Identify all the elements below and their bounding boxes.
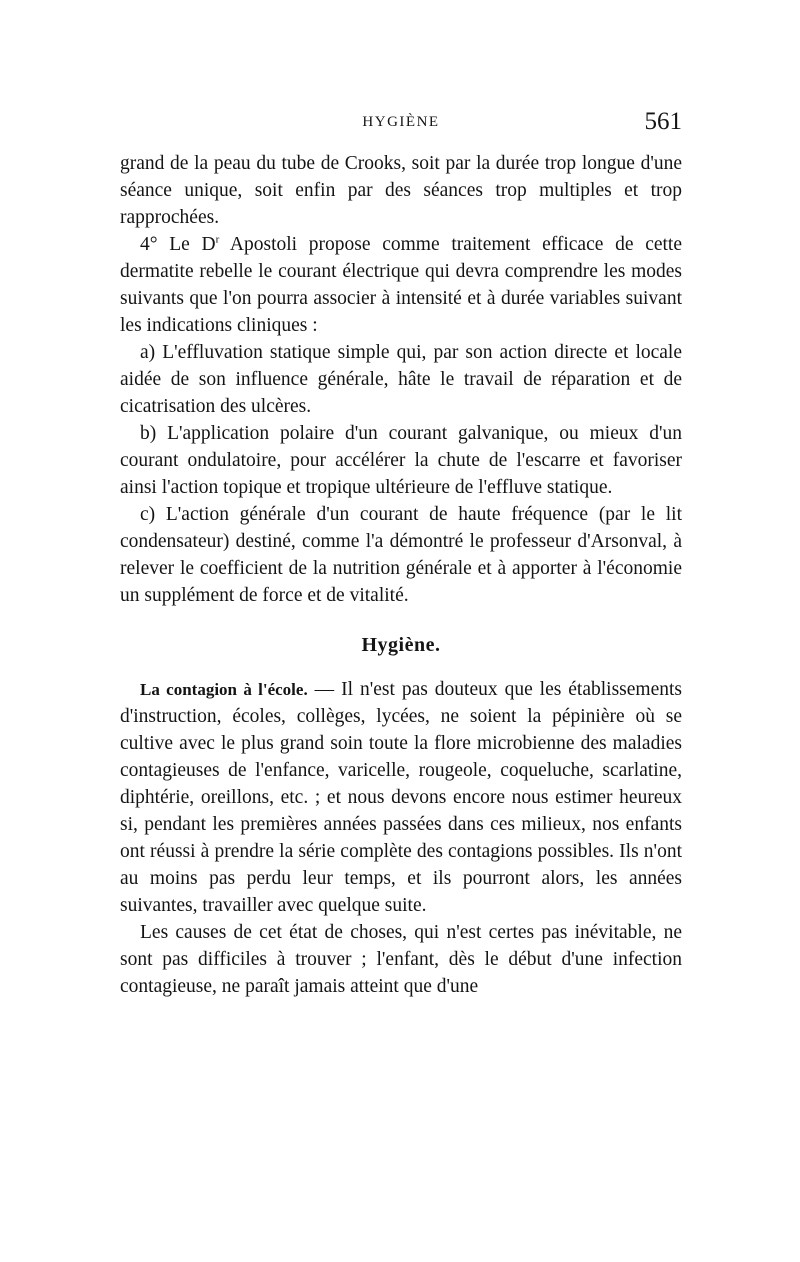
section-heading: Hygiène. xyxy=(361,634,441,656)
paragraph-apostoli-rest: Apostoli propose comme traitement efficace de cette dermatite rebelle le courant électrique qui devra comprendre les modes suivants que l'on pourra associer à intensité et à durée variables suivant les indications cliniques : xyxy=(120,234,683,336)
paragraph-apostoli xyxy=(120,231,682,339)
paragraph-causes: Les causes de cet état de choses, qui n'est certes pas inévitable, ne sont pas difficiles à trouver ; l'enfant, dès le début d'une infection contagieuse, ne paraît jamais atteint que d'une xyxy=(120,922,682,997)
page-number: 561 xyxy=(644,108,682,135)
run-in-title: La contagion à l'école. xyxy=(140,680,308,699)
doctor-abbrev-sup: r xyxy=(215,233,220,246)
item-b-application-polaire: b) L'application polaire d'un courant galvanique, ou mieux d'un courant ondulatoire, pour accélérer la chute de l'escarre et favoriser ainsi l'action topique et tropique ultérieure de l'effluve statique. xyxy=(120,423,682,498)
body-text xyxy=(120,150,682,1000)
paragraph-apostoli-start: 4° Le D xyxy=(140,234,216,255)
item-a-effluvation: a) L'effluvation statique simple qui, par son action directe et locale aidée de son influence générale, hâte le travail de réparation et de cicatrisation des ulcères. xyxy=(120,342,682,417)
running-title: HYGIÈNE xyxy=(362,114,440,130)
paragraph-continuation: grand de la peau du tube de Crooks, soit par la durée trop longue d'une séance unique, soit enfin par des séances trop multiples et trop rapprochées. xyxy=(120,153,682,228)
page-header xyxy=(120,108,682,148)
paragraph-contagion xyxy=(120,676,682,919)
item-c-action-generale: c) L'action générale d'un courant de haute fréquence (par le lit condensateur) destiné, comme l'a démontré le professeur d'Arsonval, à relever le coefficient de la nutrition générale et à apporter à l'économie un supplément de force et de vitalité. xyxy=(120,504,682,606)
paragraph-contagion-text: — Il n'est pas douteux que les établissements d'instruction, écoles, collèges, lycées, ne soient la pépinière où se cultive avec le plus grand soin toute la flore microbienne des maladies contagieuses de l'enfance, varicelle, rougeole, coqueluche, scarlatine, diphtérie, oreillons, etc. ; et nous devons encore nous estimer heureux si, pendant les premières années passées dans ces milieux, nos enfants ont réussi à prendre la série complète des contagions possibles. Ils n'ont au moins pas perdu leur temps, et ils pourront alors, les années suivantes, travailler avec quelque suite. xyxy=(120,679,683,916)
